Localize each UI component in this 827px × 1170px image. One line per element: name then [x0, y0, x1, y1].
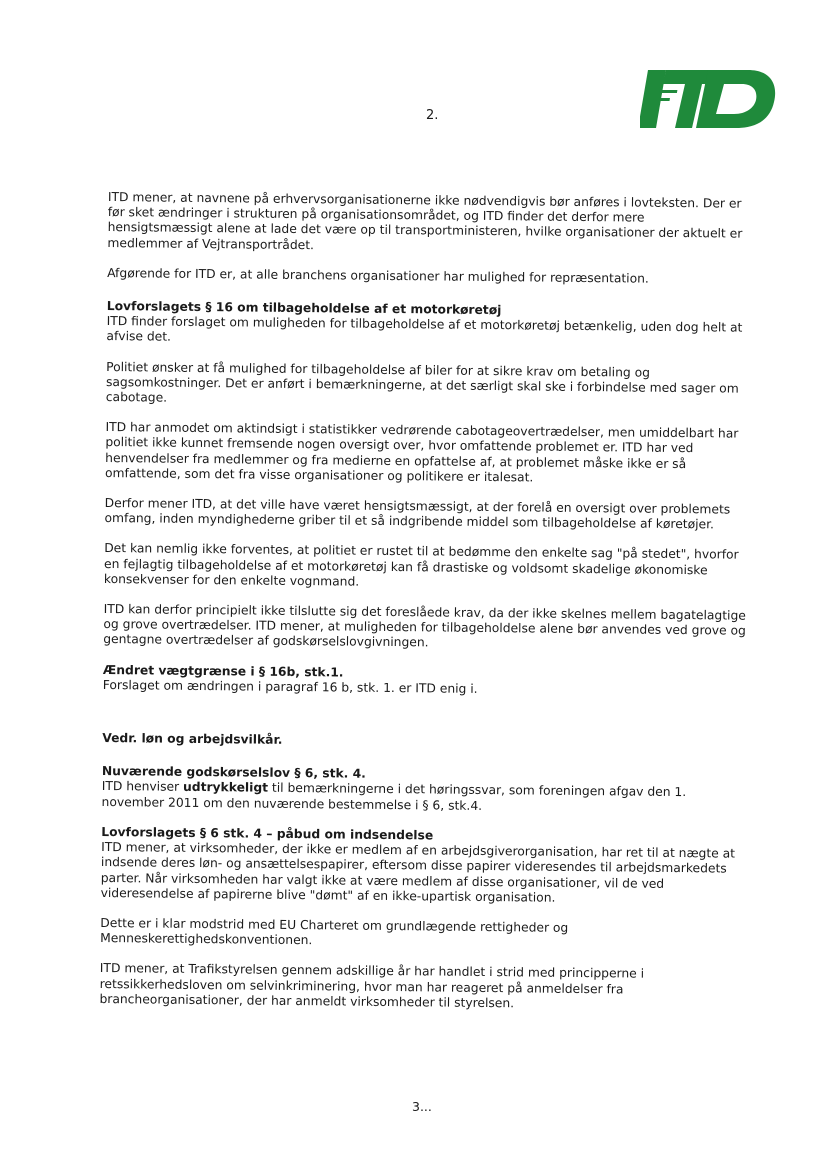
section-heading: Vedr. løn og arbejdsvilkår. — [102, 731, 283, 747]
section-heading: Lovforslagets § 16 om tilbageholdelse af et motorkøretøj — [106, 299, 502, 318]
section-heading: Nuværende godskørselslov § 6, stk. 4. — [101, 764, 366, 782]
paragraph: ITD har anmodet om aktindsigt i statistikker vedrørende cabotageovertrædelser, men umiddelbart har politiet ikke kunnet fremsende nogen oversigt over, hvor omfattende problemet er. ITD har ved henvendelser fra medlemmer og fra medierne en opfattelse af, at problemet måske ikke er så omfattende, som det fra visse organisationer og politikere er italesat. — [104, 420, 739, 485]
paragraph: ITD mener, at virksomheder, der ikke er medlem af en arbejdsgiverorganisation, har ret til at nægte at indsende deres løn- og ansættelsespapirer, eftersom disse papirer videresendes til arbejdsmarkedets parter. Når virksomheden har valgt ikke at være medlem af disse organisationer, vil de ved videresendelse af papirerne blive "dømt" af en ikke-upartisk organisation. — [100, 840, 736, 905]
section-heading: Ændret vægtgrænse i § 16b, stk.1. — [102, 662, 344, 680]
paragraph-text: ITD henviser — [101, 779, 184, 795]
page-number: 2. — [426, 108, 439, 123]
paragraph: Forslaget om ændringen i paragraf 16 b, stk. 1. er ITD enig i. — [102, 677, 478, 696]
continuation-marker: 3... — [412, 1099, 432, 1114]
paragraph: Dette er i klar modstrid med EU Charteret om grundlægende rettigheder og Menneskerettighedskonventionen. — [100, 915, 569, 948]
paragraph: Derfor mener ITD, at det ville have været hensigtsmæssigt, at der forelå en oversigt over problemets omfang, inden myndighederne griber til et så indgribende middel som tilbageholdelse af køretøjer. — [104, 496, 731, 532]
paragraph-text: til bemærkningerne i det høringssvar, som foreningen afgav den 1. november 2011 om den nuværende bestemmelse i § 6, stk.4. — [101, 781, 687, 813]
itd-logo — [640, 64, 780, 134]
paragraph: ITD finder forslaget om muligheden for tilbageholdelse af et motorkøretøj betænkelig, uden dog helt at afvise det. — [106, 314, 743, 345]
paragraph: ITD kan derfor principielt ikke tilslutte sig det foreslåede krav, da der ikke skelnes mellem bagatelagtige og grove overtrædelser. ITD mener, at muligheden for tilbageholdelse alene bør anvendes ved grove og gentagne overtrædelser af godskørselslovgivningen. — [103, 602, 746, 650]
paragraph: ITD mener, at navnene på erhvervsorganisationerne ikke nødvendigvis bør anføres i lovteksten. Der er før sket ændringer i strukturen på organisationsområdet, og ITD finder det derfor mere hensigtsmæssigt alene at lade det være op til transportministeren, hvilke organisationer der aktuelt er medlemmer af Vejtransportrådet. — [107, 190, 743, 252]
paragraph: Politiet ønsker at få mulighed for tilbageholdelse af biler for at sikre krav om betaling og sagsomkostninger. Det er anført i bemærkningerne, at det særligt skal ske i forbindelse med sager om cabotage. — [105, 359, 739, 405]
section-heading: Lovforslagets § 6 stk. 4 – påbud om indsendelse — [101, 824, 434, 843]
letter-body — [99, 190, 753, 1029]
paragraph — [102, 779, 747, 816]
paragraph: ITD mener, at Trafikstyrelsen gennem adskillige år har handlet i strid med principperne i retssikkerhedsloven om selvinkriminering, hvor man har reageret på anmeldelser fra brancheorganisationer, der har anmeldt virksomheder til styrelsen. — [99, 961, 645, 1011]
emphasis-text: udtrykkeligt — [182, 780, 269, 796]
paragraph: Afgørende for ITD er, at alle branchens organisationer har mulighed for repræsentation. — [107, 265, 649, 286]
paragraph: Det kan nemlig ikke forventes, at politiet er rustet til at bedømme den enkelte sag "på stedet", hvorfor en fejlagtig tilbageholdelse af et motorkøretøj kan få drastiske og voldsomt skadelige økonomiske konsekvenser for den enkelte vognmand. — [103, 541, 739, 589]
